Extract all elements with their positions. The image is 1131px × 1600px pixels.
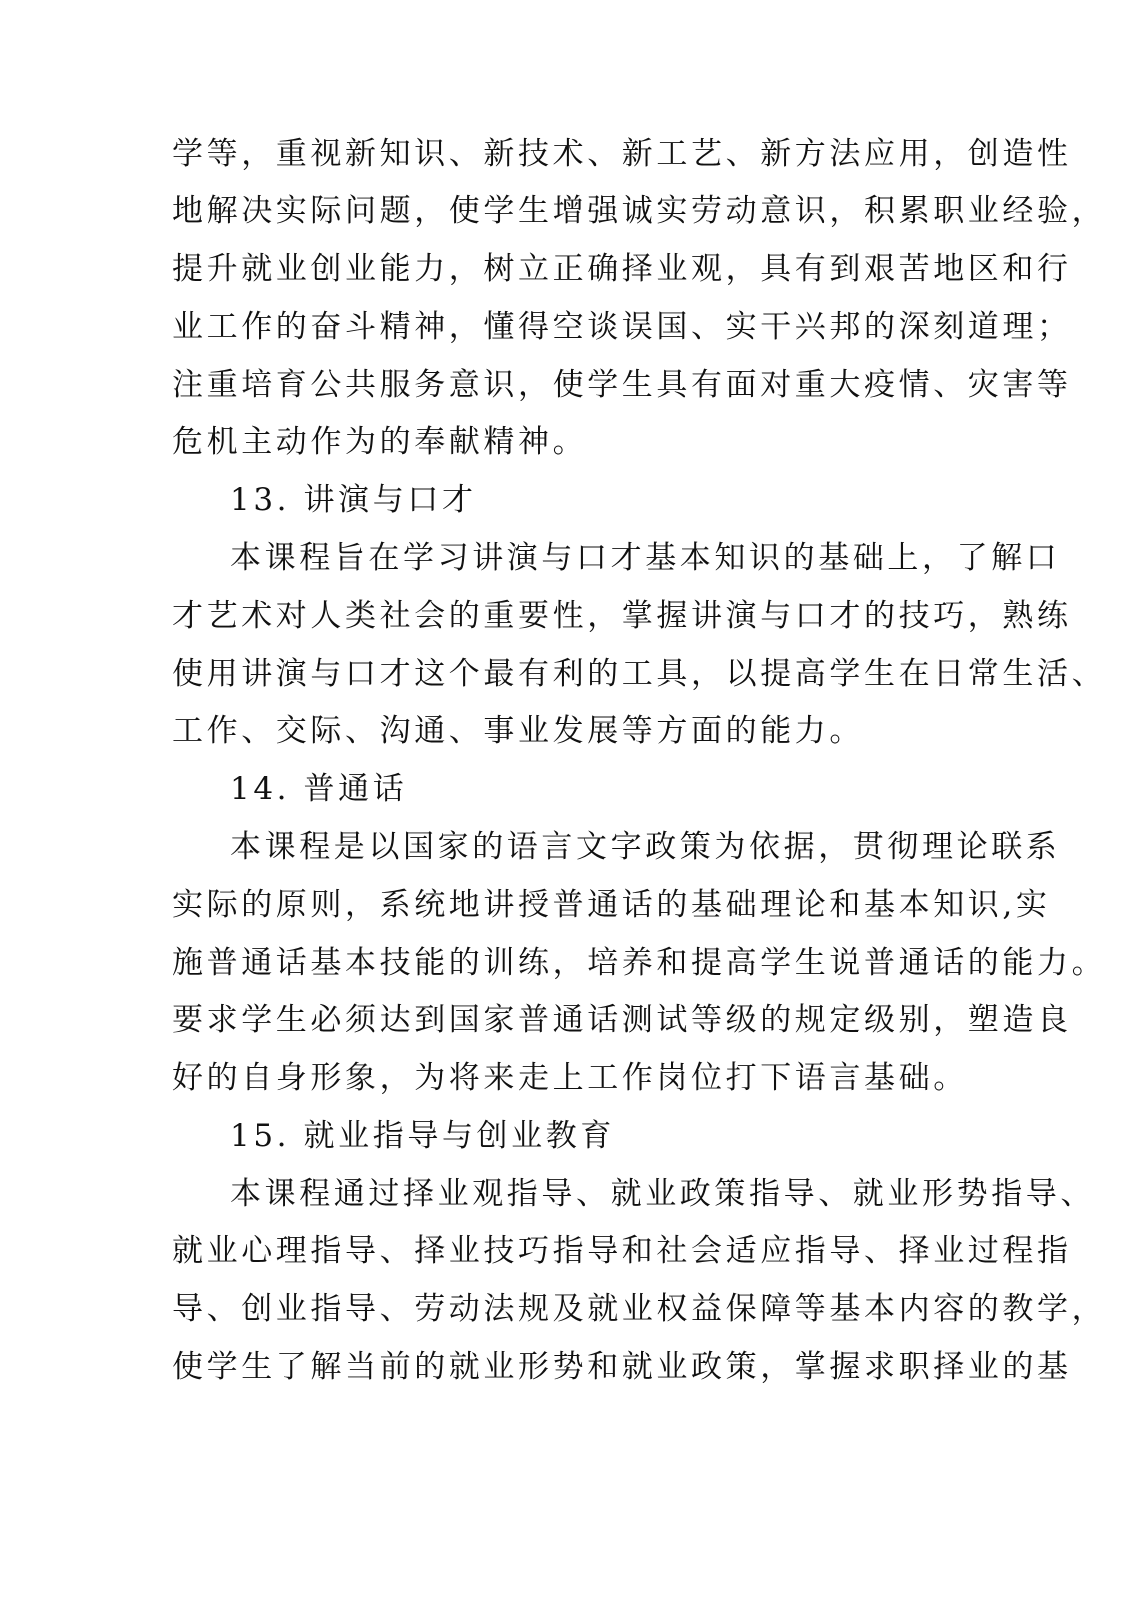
paragraph-line: 业工作的奋斗精神，懂得空谈误国、实干兴邦的深刻道理； bbox=[172, 309, 1072, 345]
section-heading-14: 14. 普通话 bbox=[230, 771, 408, 807]
paragraph-line: 本课程通过择业观指导、就业政策指导、就业形势指导、 bbox=[230, 1176, 1095, 1212]
paragraph-line: 才艺术对人类社会的重要性，掌握讲演与口才的技巧，熟练 bbox=[172, 598, 1072, 634]
paragraph-line: 使用讲演与口才这个最有利的工具，以提高学生在日常生活、 bbox=[172, 656, 1107, 692]
paragraph-line: 提升就业创业能力，树立正确择业观，具有到艰苦地区和行 bbox=[172, 251, 1072, 287]
paragraph-line: 好的自身形象，为将来走上工作岗位打下语言基础。 bbox=[172, 1060, 968, 1096]
paragraph-line: 本课程旨在学习讲演与口才基本知识的基础上，了解口 bbox=[230, 540, 1061, 576]
paragraph-line: 注重培育公共服务意识，使学生具有面对重大疫情、灾害等 bbox=[172, 367, 1072, 403]
paragraph-line: 地解决实际问题，使学生增强诚实劳动意识，积累职业经验， bbox=[172, 193, 1107, 229]
section-heading-13: 13. 讲演与口才 bbox=[230, 482, 477, 518]
paragraph-line: 要求学生必须达到国家普通话测试等级的规定级别，塑造良 bbox=[172, 1002, 1072, 1038]
paragraph-line: 本课程是以国家的语言文字政策为依据，贯彻理论联系 bbox=[230, 829, 1061, 865]
paragraph-line: 学等，重视新知识、新技术、新工艺、新方法应用，创造性 bbox=[172, 136, 1072, 172]
paragraph-line: 导、创业指导、劳动法规及就业权益保障等基本内容的教学， bbox=[172, 1291, 1107, 1327]
paragraph-line: 使学生了解当前的就业形势和就业政策，掌握求职择业的基 bbox=[172, 1349, 1072, 1385]
paragraph-line: 危机主动作为的奉献精神。 bbox=[172, 424, 588, 460]
paragraph-line: 实际的原则，系统地讲授普通话的基础理论和基本知识,实 bbox=[172, 887, 1051, 923]
paragraph-line: 施普通话基本技能的训练，培养和提高学生说普通话的能力。 bbox=[172, 945, 1107, 981]
paragraph-line: 工作、交际、沟通、事业发展等方面的能力。 bbox=[172, 713, 864, 749]
section-heading-15: 15. 就业指导与创业教育 bbox=[230, 1118, 615, 1154]
paragraph-line: 就业心理指导、择业技巧指导和社会适应指导、择业过程指 bbox=[172, 1233, 1072, 1269]
